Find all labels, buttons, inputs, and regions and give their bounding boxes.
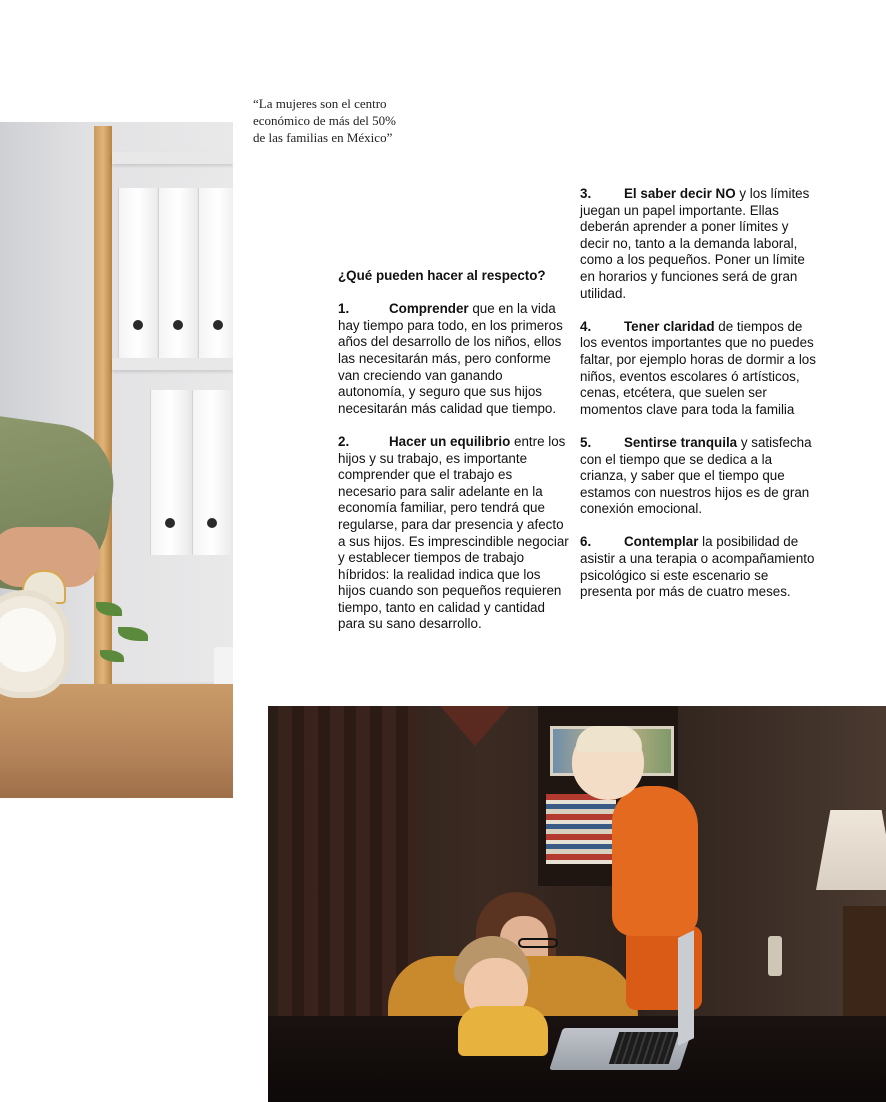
item-keyword: Comprender bbox=[389, 301, 469, 317]
wooden-desk bbox=[0, 684, 233, 798]
books-stack bbox=[546, 794, 616, 864]
binder bbox=[150, 390, 189, 555]
wall-ornament bbox=[440, 706, 510, 746]
binder bbox=[158, 188, 197, 358]
item-number: 3. bbox=[580, 186, 592, 201]
shelf-board bbox=[112, 152, 233, 164]
diffuser-vase bbox=[768, 936, 782, 976]
item-number: 1. bbox=[338, 301, 350, 317]
wooden-box bbox=[843, 906, 886, 1016]
baby-hair bbox=[576, 726, 642, 752]
clock-face bbox=[0, 608, 56, 672]
item-number: 5. bbox=[580, 434, 592, 450]
item-keyword: Hacer un equilibrio bbox=[389, 433, 511, 449]
list-item bbox=[338, 434, 570, 633]
item-number: 2. bbox=[338, 433, 350, 449]
glasses bbox=[518, 938, 558, 948]
item-text: que en la vida hay tiempo para todo, en los primeros años del desarrollo de los niños, ellos las necesitarán más, pero conforme van creciendo van ganando autonomía, y seguro que sus hijos necesitarán más calidad que tiempo. bbox=[338, 301, 563, 416]
binder bbox=[192, 390, 231, 555]
alarm-clock bbox=[0, 590, 70, 698]
item-text: de tiempos de los eventos importantes que no puedes faltar, por ejemplo horas de dormir a los niños, eventos escolares ó artísticos, cenas, etcétera, que suelen ser momentos clave para toda la familia bbox=[580, 318, 816, 417]
article-column-left bbox=[338, 268, 570, 633]
item-number: 4. bbox=[580, 318, 592, 334]
section-heading: ¿Qué pueden hacer al respecto? bbox=[338, 268, 546, 283]
item-text: y satisfecha con el tiempo que se dedica a la crianza, y saber que el tiempo que estamos con nuestros hijos es de gran conexión emocional. bbox=[580, 434, 812, 517]
item-text: la posibilidad de asistir a una terapia o acompañamiento psicológico si este escenario se presenta por más de cuatro meses. bbox=[580, 534, 815, 600]
article-column-right bbox=[580, 186, 820, 601]
list-item bbox=[580, 319, 820, 419]
item-keyword: Sentirse tranquila bbox=[624, 434, 738, 450]
laptop-screen bbox=[678, 930, 694, 1046]
item-text: y los límites juegan un papel importante. Ellas deberán aprender a poner límites y decir no, tanto a la demanda laboral, como a los pequeños. Poner un límite en horarios y funciones será de gran utilidad. bbox=[580, 186, 810, 301]
list-item bbox=[580, 534, 820, 600]
office-photo bbox=[0, 122, 233, 798]
shelf-board bbox=[112, 358, 233, 370]
laptop-keyboard bbox=[609, 1032, 679, 1064]
binder bbox=[198, 188, 233, 358]
family-laptop-photo bbox=[268, 706, 886, 1102]
item-number: 6. bbox=[580, 534, 592, 550]
item-keyword: Contemplar bbox=[624, 534, 699, 550]
list-item bbox=[580, 186, 820, 302]
table-lamp bbox=[816, 810, 886, 890]
pull-quote: “La mujeres son el centro económico de más del 50% de las familias en México” bbox=[253, 96, 396, 145]
boy-body bbox=[458, 1006, 548, 1056]
item-keyword: Tener claridad bbox=[624, 318, 715, 334]
baby-body bbox=[612, 786, 698, 936]
list-item bbox=[580, 435, 820, 518]
list-item bbox=[338, 301, 570, 417]
item-keyword: El saber decir NO bbox=[624, 186, 736, 201]
item-text: entre los hijos y su trabajo, es importante comprender que el trabajo es necesario para salir adelante en la economía familiar, pero tendrá que regularse, para dar presencia y afecto a sus hijos. Es imprescindible negociar y establecer tiempos de trabajo híbridos: la realidad indica que los hijos cuando son pequeños requieren tiempo, tanto en calidad y cantidad para su sano desarrollo. bbox=[338, 433, 569, 632]
binder bbox=[118, 188, 157, 358]
